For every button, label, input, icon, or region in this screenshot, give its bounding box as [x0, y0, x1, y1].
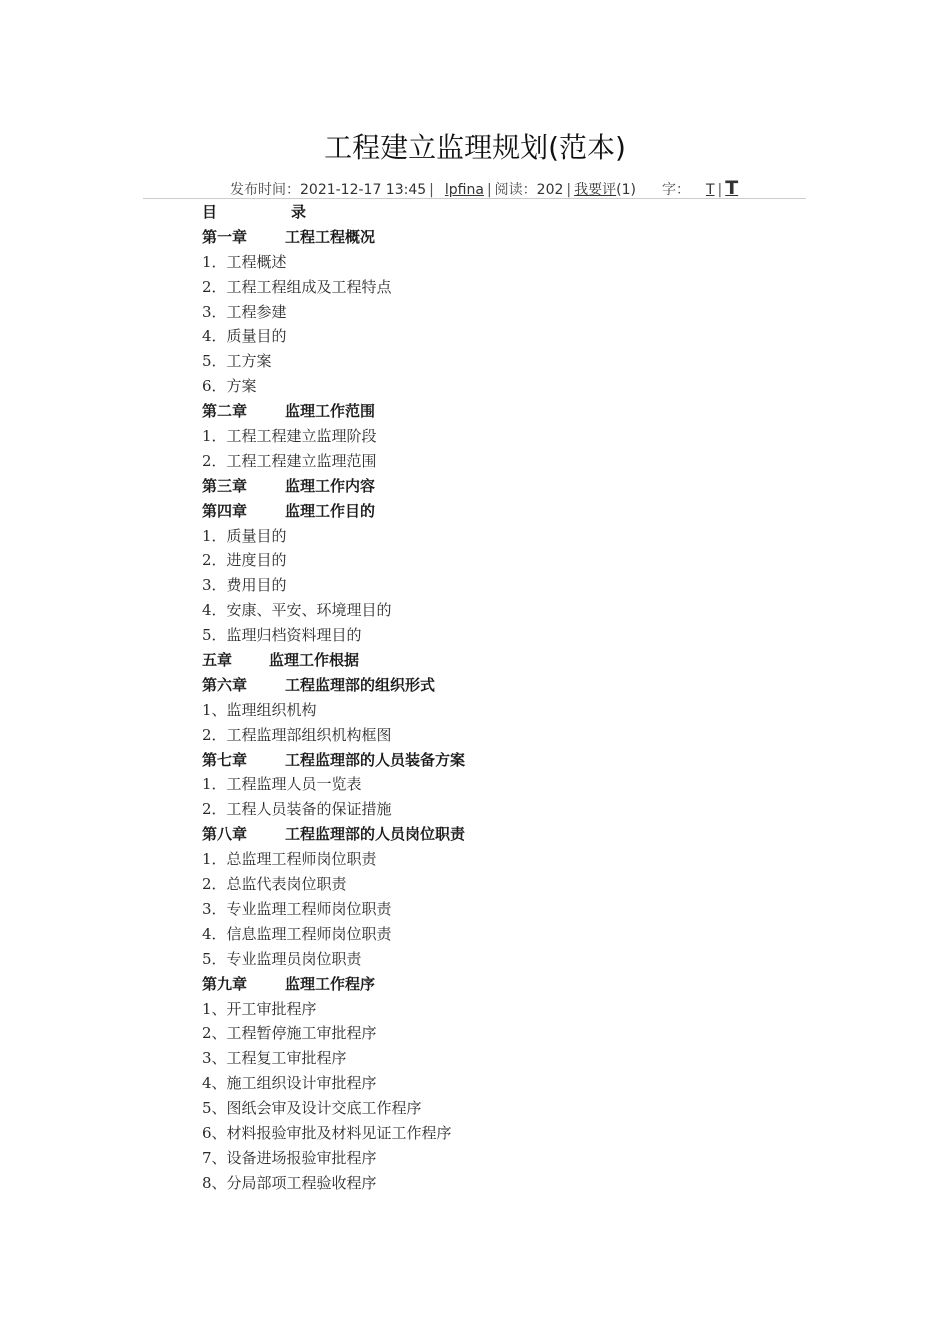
toc-chapter — [202, 748, 802, 773]
toc-item: 4．安康、平安、环境理目的 — [202, 601, 392, 620]
toc-chapter-number: 五章 — [202, 651, 233, 670]
toc-item: 1、开工审批程序 — [202, 999, 317, 1018]
toc-chapter — [202, 648, 802, 673]
toc-chapter-title: 监理工作内容 — [285, 476, 376, 495]
toc-item: 2．总监代表岗位职责 — [202, 875, 347, 894]
toc-chapter-number: 第一章 — [202, 227, 248, 246]
toc-item: 6．方案 — [202, 377, 257, 396]
toc-item: 5．工方案 — [202, 352, 272, 371]
toc-item: 4、施工组织设计审批程序 — [202, 1074, 377, 1093]
font-size-label: 字： — [661, 182, 690, 198]
page-title: 工程建立监理规划(范本) — [324, 131, 626, 164]
toc-chapter-title: 监理工作根据 — [269, 651, 360, 670]
toc-item: 2．工程人员装备的保证措施 — [202, 800, 392, 819]
toc-item: 2．进度目的 — [202, 551, 287, 570]
meta-separator: | — [486, 182, 492, 198]
read-count-label: 阅读： — [494, 182, 537, 198]
toc-chapter-title: 工程监理部的人员岗位职责 — [285, 825, 466, 844]
toc-item: 4．信息监理工程师岗位职责 — [202, 924, 392, 943]
toc-item: 1．工程工程建立监理阶段 — [202, 427, 377, 446]
toc-chapter-number: 第四章 — [202, 501, 248, 520]
toc-chapter — [202, 972, 802, 997]
toc-chapter-number: 第二章 — [202, 402, 248, 421]
toc-chapter — [202, 822, 802, 847]
toc-item: 2．工程工程建立监理范围 — [202, 451, 377, 470]
toc-item: 8、分局部项工程验收程序 — [202, 1173, 377, 1192]
toc-chapter — [202, 225, 802, 250]
author-link[interactable]: lpfina — [444, 182, 484, 198]
toc-chapter — [202, 474, 802, 499]
toc-chapter-number: 第六章 — [202, 675, 248, 694]
meta-separator: | — [717, 182, 723, 198]
font-large-button[interactable]: T — [725, 177, 739, 199]
meta-separator: | — [429, 182, 434, 198]
publish-time: 2021-12-17 13:45 — [300, 182, 427, 198]
toc-item: 3、工程复工审批程序 — [202, 1049, 347, 1068]
toc-item: 2、工程暂停施工审批程序 — [202, 1024, 377, 1043]
toc-chapter-title: 工程监理部的组织形式 — [285, 675, 436, 694]
toc-item: 2．工程监理部组织机构框图 — [202, 725, 392, 744]
toc-item: 1、监理组织机构 — [202, 700, 317, 719]
toc-heading — [202, 200, 802, 225]
toc-chapter-title: 监理工作范围 — [285, 402, 376, 421]
font-small-button[interactable]: T — [705, 182, 715, 198]
toc-chapter-title: 工程监理部的人员装备方案 — [285, 750, 466, 769]
toc-item: 1．总监理工程师岗位职责 — [202, 850, 377, 869]
toc-chapter-number: 第八章 — [202, 825, 248, 844]
toc-chapter-number: 第三章 — [202, 476, 248, 495]
toc-chapter-number: 第七章 — [202, 750, 248, 769]
header-divider — [143, 198, 806, 199]
toc-item: 1．工程监理人员一览表 — [202, 775, 362, 794]
toc-item: 4．质量目的 — [202, 327, 287, 346]
read-count: 202 — [536, 182, 564, 198]
toc-heading-left: 目 — [202, 203, 218, 221]
toc-item: 1．质量目的 — [202, 526, 287, 545]
toc-item: 6、材料报验审批及材料见证工作程序 — [202, 1123, 452, 1142]
toc-chapter — [202, 673, 802, 698]
comment-count: (1) — [616, 182, 636, 198]
toc-heading-right: 录 — [291, 203, 307, 221]
toc-chapter — [202, 399, 802, 424]
toc-item: 5．监理归档资料理目的 — [202, 626, 362, 645]
toc-chapter-number: 第九章 — [202, 974, 248, 993]
toc-item: 5．专业监理员岗位职责 — [202, 949, 362, 968]
toc-item: 3．专业监理工程师岗位职责 — [202, 899, 392, 918]
publish-time-label: 发布时间： — [230, 182, 300, 198]
table-of-contents — [202, 200, 802, 1196]
meta-separator: | — [566, 182, 572, 198]
toc-item: 3．工程参建 — [202, 302, 287, 321]
toc-chapter-title: 监理工作程序 — [285, 974, 376, 993]
toc-chapter-title: 监理工作目的 — [285, 501, 376, 520]
toc-item: 3．费用目的 — [202, 576, 287, 595]
comment-link[interactable]: 我要评 — [574, 182, 617, 198]
toc-item: 5、图纸会审及设计交底工作程序 — [202, 1099, 422, 1118]
toc-chapter — [202, 499, 802, 524]
toc-item: 2．工程工程组成及工程特点 — [202, 277, 392, 296]
toc-item: 7、设备进场报验审批程序 — [202, 1148, 377, 1167]
toc-item: 1．工程概述 — [202, 252, 287, 271]
toc-chapter-title: 工程工程概况 — [285, 227, 376, 246]
article-meta — [230, 177, 738, 199]
